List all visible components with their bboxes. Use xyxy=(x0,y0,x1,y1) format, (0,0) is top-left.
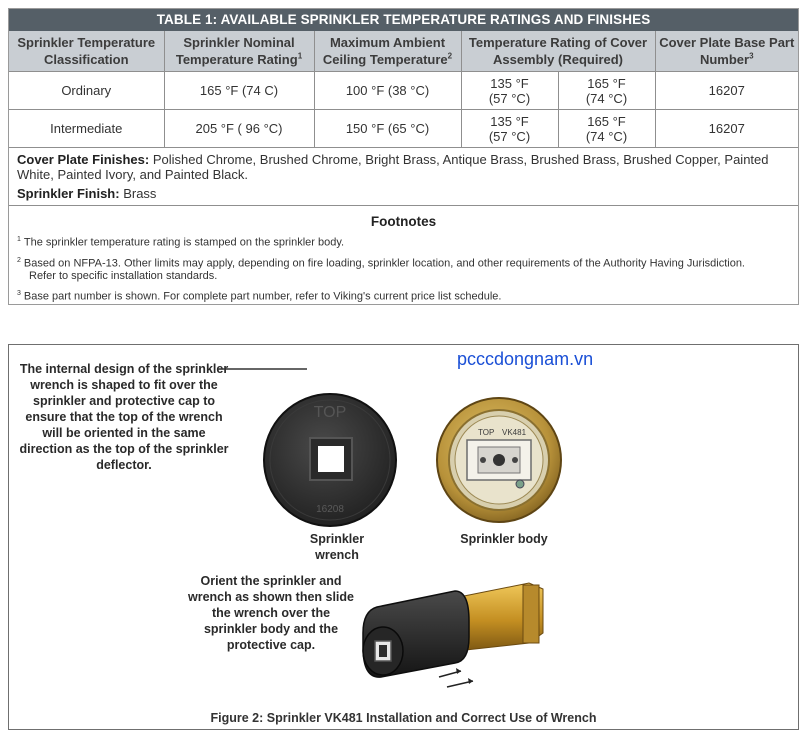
header-cover-rating: Temperature Rating of Cover Assembly (Required) xyxy=(461,31,655,72)
footnote-1: $^1$ The sprinkler temperature rating is stamped on the sprinkler body. xyxy=(17,236,345,249)
sprinkler-wrench-label: Sprinkler wrench xyxy=(309,532,365,562)
cover-finishes-label: Cover Plate Finishes: xyxy=(17,152,150,167)
ratings-table xyxy=(9,31,798,148)
leader-line xyxy=(219,363,309,375)
finishes-section xyxy=(9,148,798,201)
body-model-mark: VK481 xyxy=(502,428,527,437)
cell-nominal: 165 °F (74 C) xyxy=(164,72,314,110)
cell-cover-b: 165 °F (74 °C) xyxy=(558,72,655,110)
header-classification: Sprinkler Temperature Classification xyxy=(9,31,164,72)
header-ceiling-temperature: Maximum Ambient Ceiling Temperature$^2$ xyxy=(314,31,461,72)
sprinkler-finish-text: Brass xyxy=(123,186,157,201)
sprinkler-finish xyxy=(17,186,790,201)
sprinkler-body-image xyxy=(434,395,564,525)
table-title: TABLE 1: AVAILABLE SPRINKLER TEMPERATURE RATINGS AND FINISHES xyxy=(9,9,798,31)
orientation-note: Orient the sprinkler and wrench as shown then slide the wrench over the sprinkler body and the protective cap. xyxy=(187,574,354,652)
cell-cover-a: 135 °F (57 °C) xyxy=(461,110,558,148)
sprinkler-body-label: Sprinkler body xyxy=(460,532,548,546)
assembled-wrench-image xyxy=(357,577,557,695)
footnotes-title: Footnotes xyxy=(370,214,437,229)
cell-cover-a: 135 °F (57 °C) xyxy=(461,72,558,110)
figure-panel xyxy=(8,344,799,730)
footnote-3: $^3$ Base part number is shown. For complete part number, refer to Viking's current price list schedule. xyxy=(17,290,502,303)
table-row xyxy=(9,72,798,110)
cell-nominal: 205 °F ( 96 °C) xyxy=(164,110,314,148)
figure-caption: Figure 2: Sprinkler VK481 Installation and Correct Use of Wrench xyxy=(210,711,597,725)
cell-ceiling: 150 °F (65 °C) xyxy=(314,110,461,148)
cover-finishes xyxy=(17,152,790,182)
table-header-row xyxy=(9,31,798,72)
wrench-design-note: The internal design of the sprinkler wrench is shaped to fit over the sprinkler and protective cap to ensure that the top of the wrench will be oriented in the same direction as the top of the sprinkler deflector. xyxy=(19,362,229,472)
sprinkler-wrench-image xyxy=(262,390,398,530)
ratings-table-panel xyxy=(8,8,799,305)
cell-cover-b: 165 °F (74 °C) xyxy=(558,110,655,148)
body-top-mark: TOP xyxy=(478,428,495,437)
sprinkler-finish-label: Sprinkler Finish: xyxy=(17,186,120,201)
wrench-top-mark: TOP xyxy=(313,404,347,421)
cell-classification: Ordinary xyxy=(9,72,164,110)
footnote-2: $^2$ Based on NFPA-13. Other limits may apply, depending on fire loading, sprinkler location, and other requirements of the Authority Having Jurisdiction. Refer to specific installation standards. xyxy=(17,256,745,283)
cell-part: 16207 xyxy=(655,72,798,110)
header-nominal-rating: Sprinkler Nominal Temperature Rating$^1$ xyxy=(164,31,314,72)
wrench-part-mark: 16208 xyxy=(316,504,344,515)
watermark: pcccdongnam.vn xyxy=(457,349,594,369)
table-row xyxy=(9,110,798,148)
cover-finishes-text: Polished Chrome, Brushed Chrome, Bright Brass, Antique Brass, Brushed Brass, Brushed Copper, Painted White, Painted Ivory, and Painted Black. xyxy=(17,152,769,182)
cell-ceiling: 100 °F (38 °C) xyxy=(314,72,461,110)
cell-part: 16207 xyxy=(655,110,798,148)
header-base-part: Cover Plate Base Part Number$^3$ xyxy=(655,31,798,72)
cell-classification: Intermediate xyxy=(9,110,164,148)
